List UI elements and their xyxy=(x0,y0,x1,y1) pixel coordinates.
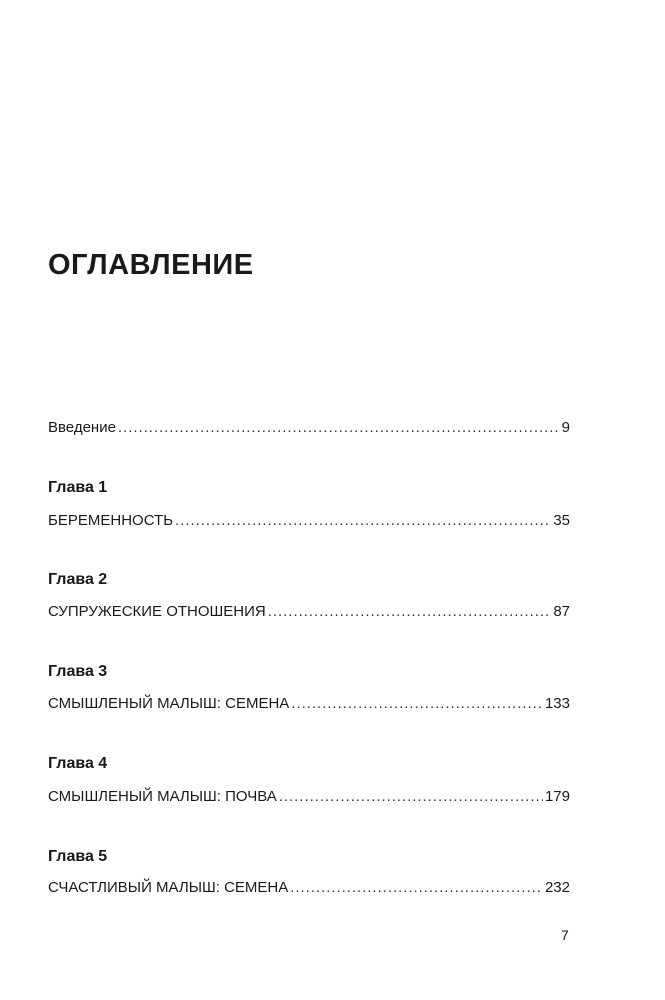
toc-entry-label: Введение xyxy=(48,419,116,436)
toc-entry-chapter-3 xyxy=(48,694,570,714)
toc-entry-page: 87 xyxy=(553,603,570,620)
toc-entry-page: 133 xyxy=(544,695,570,712)
page-number: 7 xyxy=(561,927,569,943)
toc-entry-label: СУПРУЖЕСКИЕ ОТНОШЕНИЯ xyxy=(48,603,266,620)
toc-entry-page: 35 xyxy=(553,512,570,529)
dot-leader xyxy=(268,602,552,622)
toc-entry-chapter-5 xyxy=(48,878,570,898)
toc-entry-label: СМЫШЛЕНЫЙ МАЛЫШ: ПОЧВА xyxy=(48,788,277,805)
chapter-heading-5: Глава 5 xyxy=(48,848,108,865)
toc-entry-page: 9 xyxy=(561,419,570,436)
chapter-heading-3: Глава 3 xyxy=(48,663,108,680)
toc-entry-chapter-4 xyxy=(48,787,570,807)
chapter-heading-2: Глава 2 xyxy=(48,571,108,588)
dot-leader xyxy=(118,418,560,438)
toc-entry-chapter-1 xyxy=(48,511,570,531)
chapter-heading-1: Глава 1 xyxy=(48,479,108,496)
toc-entry-intro xyxy=(48,418,570,438)
toc-entry-label: БЕРЕМЕННОСТЬ xyxy=(48,512,174,529)
toc-entry-page: 179 xyxy=(544,788,570,805)
toc-entry-label: СМЫШЛЕНЫЙ МАЛЫШ: СЕМЕНА xyxy=(48,695,290,712)
toc-entry-chapter-2 xyxy=(48,602,570,622)
dot-leader xyxy=(291,694,543,714)
toc-entry-page: 232 xyxy=(544,879,570,896)
dot-leader xyxy=(290,878,543,898)
toc-entry-label: СЧАСТЛИВЫЙ МАЛЫШ: СЕМЕНА xyxy=(48,879,289,896)
chapter-heading-4: Глава 4 xyxy=(48,755,108,772)
dot-leader xyxy=(279,787,543,807)
page-title: ОГЛАВЛЕНИЕ xyxy=(48,249,254,281)
dot-leader xyxy=(175,511,551,531)
